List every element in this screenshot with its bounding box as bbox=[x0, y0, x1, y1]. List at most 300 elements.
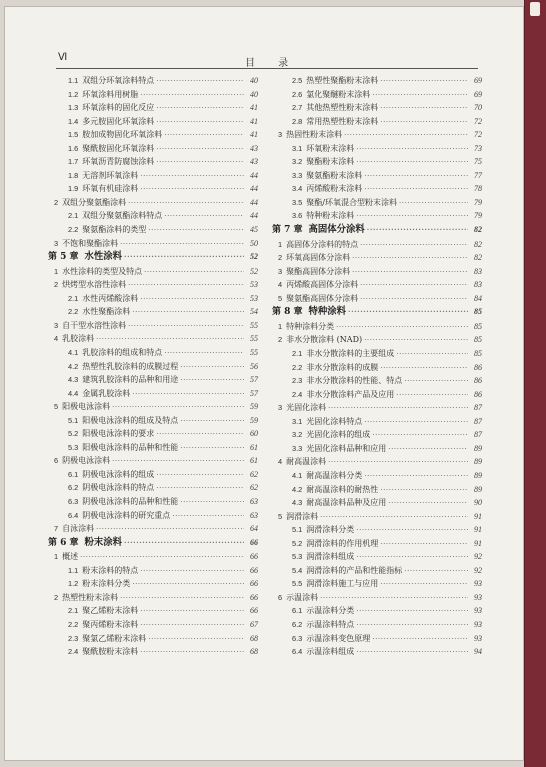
toc-entry bbox=[272, 428, 482, 442]
toc-entry-page: 66 bbox=[250, 579, 258, 589]
dot-leader bbox=[120, 238, 244, 252]
toc-entry bbox=[272, 632, 482, 646]
toc-entry bbox=[48, 495, 258, 509]
toc-entry bbox=[272, 550, 482, 564]
toc-entry bbox=[272, 278, 482, 292]
toc-entry-page: 79 bbox=[474, 197, 482, 207]
toc-entry-title: 特种涂料分类 bbox=[286, 321, 335, 331]
toc-entry-title: 阴极电泳涂料的品种和性能 bbox=[82, 497, 179, 506]
toc-entry bbox=[48, 332, 258, 346]
toc-chapter-entry bbox=[48, 250, 258, 265]
toc-entry bbox=[48, 265, 258, 279]
toc-entry-number: 2.2 bbox=[68, 225, 79, 235]
toc-entry-title: 聚酰胺固化环氧涂料 bbox=[82, 143, 155, 153]
toc-entry-page: 94 bbox=[474, 647, 482, 657]
toc-entry-number: 4.1 bbox=[292, 470, 303, 480]
toc-entry-number: 4.3 bbox=[292, 498, 303, 508]
toc-entry-title: 非水分散涂料的性能、特点 bbox=[306, 376, 403, 386]
dot-leader bbox=[172, 510, 244, 524]
toc-entry bbox=[48, 645, 258, 659]
toc-entry bbox=[272, 142, 482, 156]
toc-entry-page: 82 bbox=[474, 239, 482, 249]
dot-leader bbox=[124, 536, 244, 551]
toc-entry-title: 高固体分涂料 bbox=[308, 224, 365, 236]
toc-entry-page: 59 bbox=[250, 402, 258, 412]
toc-entry-number: 4.3 bbox=[68, 375, 79, 385]
toc-entry-page: 66 bbox=[250, 592, 258, 602]
toc-entry-page: 43 bbox=[250, 143, 258, 153]
toc-entry-page: 53 bbox=[250, 280, 258, 290]
toc-entry bbox=[48, 522, 258, 536]
toc-entry-title: 润滑涂料施工与应用 bbox=[306, 579, 379, 589]
toc-entry-number: 5.5 bbox=[292, 579, 303, 589]
toc-entry-title: 粉末涂料 bbox=[84, 536, 123, 548]
dot-leader bbox=[140, 170, 244, 184]
toc-entry-title: 不饱和聚酯涂料 bbox=[62, 238, 119, 248]
dot-leader bbox=[356, 646, 468, 660]
toc-entry-page: 66 bbox=[250, 552, 258, 562]
dot-leader bbox=[396, 348, 468, 362]
toc-entry-title: 耐高温涂料分类 bbox=[306, 470, 363, 480]
toc-entry-title: 环氧高固体分涂料 bbox=[286, 253, 351, 263]
toc-entry-number: 6.4 bbox=[68, 510, 79, 520]
toc-entry-number: 1 bbox=[278, 321, 283, 331]
toc-entry-number: 2.4 bbox=[292, 389, 303, 399]
toc-entry-page: 44 bbox=[250, 170, 258, 180]
toc-entry-title: 水性聚酯涂料 bbox=[82, 307, 131, 317]
toc-entry-page: 82 bbox=[474, 253, 482, 263]
toc-entry-page: 66 bbox=[250, 565, 258, 575]
toc-entry bbox=[48, 142, 258, 156]
toc-entry-title: 润滑涂料的作用机理 bbox=[306, 538, 379, 548]
toc-entry-number: 6 bbox=[54, 456, 59, 466]
toc-entry-number: 2.1 bbox=[68, 293, 79, 303]
toc-entry-number: 2 bbox=[54, 592, 59, 602]
dot-leader bbox=[356, 619, 468, 633]
toc-entry-title: 建筑乳胶涂料的品种和用途 bbox=[82, 375, 179, 385]
dot-leader bbox=[388, 443, 468, 457]
toc-entry bbox=[272, 496, 482, 510]
toc-entry-page: 55 bbox=[250, 320, 258, 330]
toc-entry bbox=[272, 361, 482, 375]
toc-entry-page: 93 bbox=[474, 619, 482, 629]
toc-entry-title: 阴极电泳涂料 bbox=[62, 456, 111, 466]
toc-entry-page: 72 bbox=[474, 130, 482, 140]
toc-entry-title: 阴极电泳涂料的特点 bbox=[82, 483, 155, 493]
toc-entry bbox=[48, 292, 258, 306]
toc-entry-page: 89 bbox=[474, 470, 482, 480]
dot-leader bbox=[144, 266, 244, 280]
toc-entry-number: 4 bbox=[278, 457, 283, 467]
toc-entry-number: 2.7 bbox=[292, 103, 303, 113]
toc-entry-page: 85 bbox=[474, 349, 482, 359]
toc-entry-number: 5 bbox=[278, 511, 283, 521]
toc-entry bbox=[272, 618, 482, 632]
toc-entry-title: 非水分散涂料产品及应用 bbox=[306, 389, 395, 399]
toc-entry-title: 概述 bbox=[62, 552, 79, 562]
dot-leader bbox=[132, 388, 244, 402]
toc-entry-page: 93 bbox=[474, 592, 482, 602]
toc-entry-page: 50 bbox=[250, 238, 258, 248]
toc-entry-number: 1.1 bbox=[68, 565, 79, 575]
toc-entry-title: 非水分散涂料的成膜 bbox=[306, 362, 379, 372]
dot-leader bbox=[344, 129, 468, 143]
toc-entry-number: 2.2 bbox=[68, 307, 79, 317]
toc-entry bbox=[272, 564, 482, 578]
toc-entry-title: 乳胶涂料的组成和特点 bbox=[82, 347, 163, 357]
toc-chapter-entry bbox=[272, 305, 482, 320]
dot-leader bbox=[164, 129, 244, 143]
dot-leader bbox=[156, 116, 244, 130]
dot-leader bbox=[380, 116, 468, 130]
toc-entry-page: 87 bbox=[474, 416, 482, 426]
dot-leader bbox=[380, 102, 468, 116]
dot-leader bbox=[364, 470, 468, 484]
dot-leader bbox=[140, 605, 244, 619]
dot-leader bbox=[180, 374, 244, 388]
toc-entry-number: 1 bbox=[54, 266, 59, 276]
dot-leader bbox=[356, 605, 468, 619]
toc-entry-number: 3.3 bbox=[292, 443, 303, 453]
toc-entry-title: 热塑性粉末涂料 bbox=[62, 592, 119, 602]
toc-entry-number: 6 bbox=[278, 592, 283, 602]
toc-entry-title: 阳极电泳涂料的组成及特点 bbox=[82, 415, 179, 425]
dot-leader bbox=[364, 416, 468, 430]
dot-leader bbox=[96, 523, 244, 537]
toc-entry bbox=[48, 360, 258, 374]
toc-entry bbox=[48, 182, 258, 196]
toc-entry-title: 阳极电泳涂料的品种和性能 bbox=[82, 442, 179, 452]
book-spine bbox=[524, 0, 546, 767]
header-rule bbox=[56, 68, 478, 69]
toc-entry-title: 双组分聚氨酯涂料特点 bbox=[82, 211, 163, 221]
toc-entry bbox=[272, 182, 482, 196]
spine-tab bbox=[530, 2, 540, 16]
toc-entry-number: 1.2 bbox=[68, 89, 79, 99]
dot-leader bbox=[364, 170, 468, 184]
toc-entry-number: 3.4 bbox=[292, 184, 303, 194]
toc-entry-number: 6.2 bbox=[68, 483, 79, 493]
toc-entry bbox=[48, 74, 258, 88]
toc-entry-number: 第 5 章 bbox=[48, 252, 79, 263]
dot-leader bbox=[180, 415, 244, 429]
toc-entry bbox=[272, 523, 482, 537]
dot-leader bbox=[396, 389, 468, 403]
toc-entry-number: 5 bbox=[54, 402, 59, 412]
toc-entry bbox=[48, 305, 258, 319]
dot-leader bbox=[367, 223, 468, 238]
toc-entry-title: 阴极电泳涂料的研究重点 bbox=[82, 510, 171, 520]
toc-entry-page: 61 bbox=[250, 456, 258, 466]
dot-leader bbox=[380, 578, 468, 592]
toc-entry-title: 耐高温涂料品种及应用 bbox=[306, 498, 387, 508]
toc-entry-title: 烘烤型水溶性涂料 bbox=[62, 280, 127, 290]
toc-entry-title: 环氧粉末涂料 bbox=[306, 143, 355, 153]
dot-leader bbox=[360, 293, 468, 307]
toc-entry-number: 2.3 bbox=[292, 376, 303, 386]
toc-entry-number: 1.7 bbox=[68, 157, 79, 167]
toc-entry-title: 润滑涂料分类 bbox=[306, 525, 355, 535]
toc-entry-page: 73 bbox=[474, 143, 482, 153]
toc-entry-number: 1.5 bbox=[68, 130, 79, 140]
toc-entry-title: 常用热塑性粉末涂料 bbox=[306, 116, 379, 126]
toc-entry-title: 聚氨酯粉末涂料 bbox=[306, 170, 363, 180]
toc-entry-number: 2.8 bbox=[292, 116, 303, 126]
toc-entry-title: 示温涂料组成 bbox=[306, 647, 355, 657]
toc-entry-number: 2.1 bbox=[68, 606, 79, 616]
dot-leader bbox=[380, 538, 468, 552]
toc-entry bbox=[48, 427, 258, 441]
toc-entry bbox=[272, 169, 482, 183]
dot-leader bbox=[356, 524, 468, 538]
dot-leader bbox=[372, 89, 468, 103]
toc-entry-page: 44 bbox=[250, 184, 258, 194]
toc-entry bbox=[48, 169, 258, 183]
toc-entry-number: 2.1 bbox=[292, 349, 303, 359]
toc-entry-title: 乳胶涂料 bbox=[62, 334, 95, 344]
toc-entry bbox=[48, 564, 258, 578]
toc-entry-number: 2.6 bbox=[292, 89, 303, 99]
toc-entry-page: 40 bbox=[250, 76, 258, 85]
toc-entry-title: 胺加成物固化环氧涂料 bbox=[82, 130, 163, 140]
toc-entry bbox=[272, 537, 482, 551]
toc-entry-title: 阳极电泳涂料 bbox=[62, 402, 111, 412]
toc-entry-title: 光固化涂料特点 bbox=[306, 416, 363, 426]
toc-entry-title: 环氧沥青防腐蚀涂料 bbox=[82, 157, 155, 167]
toc-entry-page: 87 bbox=[474, 403, 482, 413]
toc-entry-number: 5.3 bbox=[68, 442, 79, 452]
toc-entry bbox=[48, 319, 258, 333]
dot-leader bbox=[128, 197, 244, 211]
toc-entry-title: 特种粉末涂料 bbox=[306, 211, 355, 221]
toc-entry-page: 82 bbox=[474, 225, 482, 235]
toc-entry-number: 1.8 bbox=[68, 170, 79, 180]
toc-entry bbox=[272, 292, 482, 306]
dot-leader bbox=[156, 482, 244, 496]
toc-entry-title: 聚丙烯粉末涂料 bbox=[82, 619, 139, 629]
toc-entry-page: 66 bbox=[250, 606, 258, 616]
toc-entry-title: 光固化涂料的组成 bbox=[306, 430, 371, 440]
toc-entry-number: 4.2 bbox=[68, 361, 79, 371]
toc-entry-number: 3 bbox=[278, 403, 283, 413]
toc-entry-page: 43 bbox=[250, 157, 258, 167]
toc-entry-title: 粉末涂料的特点 bbox=[82, 565, 139, 575]
dot-leader bbox=[356, 143, 468, 157]
toc-entry-page: 86 bbox=[474, 376, 482, 386]
toc-entry-title: 双组分环氧涂料特点 bbox=[82, 76, 155, 85]
toc-entry bbox=[272, 374, 482, 388]
toc-entry-number: 5.3 bbox=[292, 552, 303, 562]
toc-left-column bbox=[48, 74, 258, 659]
toc-entry-title: 双组分聚氨酯涂料 bbox=[62, 197, 127, 207]
toc-entry bbox=[272, 209, 482, 223]
toc-entry-page: 62 bbox=[250, 483, 258, 493]
toc-entry-title: 耐高温涂料的耐热性 bbox=[306, 484, 379, 494]
toc-entry bbox=[272, 415, 482, 429]
toc-entry-number: 1 bbox=[278, 239, 283, 249]
toc-entry bbox=[48, 128, 258, 142]
toc-entry bbox=[48, 441, 258, 455]
dot-leader bbox=[356, 551, 468, 565]
toc-entry-page: 93 bbox=[474, 579, 482, 589]
toc-entry-page: 89 bbox=[474, 484, 482, 494]
dot-leader bbox=[132, 306, 244, 320]
toc-entry-number: 第 6 章 bbox=[48, 537, 79, 548]
toc-entry bbox=[272, 442, 482, 456]
page-title: 目 录 bbox=[245, 58, 299, 69]
toc-entry bbox=[272, 401, 482, 415]
toc-entry-page: 69 bbox=[474, 76, 482, 85]
toc-entry-page: 53 bbox=[250, 293, 258, 303]
toc-entry-number: 3 bbox=[54, 238, 59, 248]
toc-entry-title: 示温涂料特点 bbox=[306, 619, 355, 629]
toc-entry-number: 1.1 bbox=[68, 76, 79, 85]
toc-entry-number: 5.1 bbox=[292, 525, 303, 535]
toc-entry bbox=[48, 591, 258, 605]
toc-entry-page: 40 bbox=[250, 89, 258, 99]
toc-entry-page: 68 bbox=[250, 647, 258, 657]
toc-entry-page: 63 bbox=[250, 497, 258, 506]
toc-entry-number: 5.4 bbox=[292, 565, 303, 575]
toc-entry-page: 59 bbox=[250, 415, 258, 425]
toc-entry-title: 光固化涂料品种和应用 bbox=[306, 443, 387, 453]
dot-leader bbox=[180, 361, 244, 375]
toc-entry-page: 67 bbox=[250, 619, 258, 629]
toc-entry-page: 45 bbox=[250, 225, 258, 235]
toc-entry-number: 第 8 章 bbox=[272, 307, 303, 318]
toc-entry-page: 89 bbox=[474, 443, 482, 453]
toc-entry-title: 聚酯高固体分涂料 bbox=[286, 266, 351, 276]
toc-entry-number: 5 bbox=[278, 293, 283, 303]
toc-entry-page: 41 bbox=[250, 103, 258, 113]
toc-entry-title: 光固化涂料 bbox=[286, 403, 327, 413]
dot-leader bbox=[128, 320, 244, 334]
toc-entry bbox=[272, 115, 482, 129]
toc-entry bbox=[48, 454, 258, 468]
dot-leader bbox=[156, 143, 244, 157]
dot-leader bbox=[156, 156, 244, 170]
toc-entry-number: 3.6 bbox=[292, 211, 303, 221]
toc-entry bbox=[272, 347, 482, 361]
toc-entry-page: 84 bbox=[474, 293, 482, 303]
toc-entry-page: 41 bbox=[250, 130, 258, 140]
toc-entry-number: 2 bbox=[54, 280, 59, 290]
toc-entry-page: 72 bbox=[474, 116, 482, 126]
dot-leader bbox=[360, 279, 468, 293]
dot-leader bbox=[320, 511, 468, 525]
toc-entry-page: 57 bbox=[250, 388, 258, 398]
toc-entry bbox=[48, 387, 258, 401]
toc-entry-number: 5.2 bbox=[292, 538, 303, 548]
toc-entry-title: 聚酯/环氧混合型粉末涂料 bbox=[306, 197, 397, 207]
toc-entry bbox=[272, 455, 482, 469]
toc-entry-title: 自泳涂料 bbox=[62, 524, 95, 534]
dot-leader bbox=[164, 210, 244, 224]
toc-entry-page: 89 bbox=[474, 457, 482, 467]
dot-leader bbox=[164, 347, 244, 361]
toc-entry-title: 丙烯酸粉末涂料 bbox=[306, 184, 363, 194]
dot-leader bbox=[112, 401, 244, 415]
dot-leader bbox=[364, 334, 468, 348]
toc-entry bbox=[48, 209, 258, 223]
toc-entry-page: 55 bbox=[250, 347, 258, 357]
toc-entry bbox=[272, 155, 482, 169]
toc-chapter-entry bbox=[272, 223, 482, 238]
dot-leader bbox=[156, 102, 244, 116]
toc-entry-number: 6.3 bbox=[68, 497, 79, 506]
toc-entry-title: 丙烯酸高固体分涂料 bbox=[286, 280, 359, 290]
toc-entry-page: 44 bbox=[250, 211, 258, 221]
toc-entry-page: 55 bbox=[250, 334, 258, 344]
dot-leader bbox=[132, 578, 244, 592]
toc-entry-title: 非水分散涂料的主要组成 bbox=[306, 349, 395, 359]
toc-entry-title: 耐高温涂料 bbox=[286, 457, 327, 467]
toc-entry-title: 无溶剂环氧涂料 bbox=[82, 170, 139, 180]
toc-entry bbox=[48, 400, 258, 414]
toc-entry bbox=[272, 265, 482, 279]
toc-entry-title: 水性涂料 bbox=[84, 251, 123, 263]
toc-entry-number: 1 bbox=[54, 552, 59, 562]
dot-leader bbox=[180, 442, 244, 456]
dot-leader bbox=[380, 362, 468, 376]
toc-entry-number: 2.3 bbox=[68, 633, 79, 643]
toc-entry-title: 金属乳胶涂料 bbox=[82, 388, 131, 398]
dot-leader bbox=[112, 455, 244, 469]
toc-entry bbox=[272, 88, 482, 102]
dot-leader bbox=[156, 428, 244, 442]
toc-entry-page: 66 bbox=[250, 537, 258, 547]
toc-entry-number: 1.2 bbox=[68, 579, 79, 589]
toc-entry-number: 2 bbox=[278, 253, 283, 263]
toc-entry-number: 3 bbox=[54, 320, 59, 330]
toc-entry-title: 聚酯粉末涂料 bbox=[306, 157, 355, 167]
toc-entry bbox=[272, 101, 482, 115]
toc-entry bbox=[48, 373, 258, 387]
toc-entry-page: 85 bbox=[474, 321, 482, 331]
toc-chapter-entry bbox=[48, 536, 258, 551]
toc-entry-page: 69 bbox=[474, 89, 482, 99]
toc-entry-title: 聚氨酯高固体分涂料 bbox=[286, 293, 359, 303]
toc-entry bbox=[272, 604, 482, 618]
toc-entry bbox=[48, 155, 258, 169]
toc-entry bbox=[48, 88, 258, 102]
toc-entry-page: 83 bbox=[474, 280, 482, 290]
toc-entry-number: 4 bbox=[54, 334, 59, 344]
toc-entry bbox=[272, 320, 482, 334]
toc-entry-number: 5.1 bbox=[68, 415, 79, 425]
dot-leader bbox=[328, 402, 468, 416]
toc-entry bbox=[272, 469, 482, 483]
toc-entry-page: 60 bbox=[250, 429, 258, 439]
toc-entry bbox=[48, 618, 258, 632]
dot-leader bbox=[388, 497, 468, 511]
toc-entry-number: 第 7 章 bbox=[272, 225, 303, 236]
toc-entry-number: 3.1 bbox=[292, 416, 303, 426]
dot-leader bbox=[336, 321, 468, 335]
toc-entry-title: 润滑涂料的产品和性能指标 bbox=[306, 565, 403, 575]
toc-entry-page: 85 bbox=[474, 307, 482, 317]
toc-entry bbox=[48, 101, 258, 115]
toc-entry-title: 粉末涂料分类 bbox=[82, 579, 131, 589]
toc-entry-number: 3.1 bbox=[292, 143, 303, 153]
toc-entry bbox=[272, 483, 482, 497]
toc-entry-number: 2 bbox=[54, 197, 59, 207]
dot-leader bbox=[320, 592, 468, 606]
dot-leader bbox=[148, 633, 244, 647]
toc-entry-title: 高固体分涂料的特点 bbox=[286, 239, 359, 249]
toc-entry-number: 1.4 bbox=[68, 116, 79, 126]
dot-leader bbox=[364, 183, 468, 197]
